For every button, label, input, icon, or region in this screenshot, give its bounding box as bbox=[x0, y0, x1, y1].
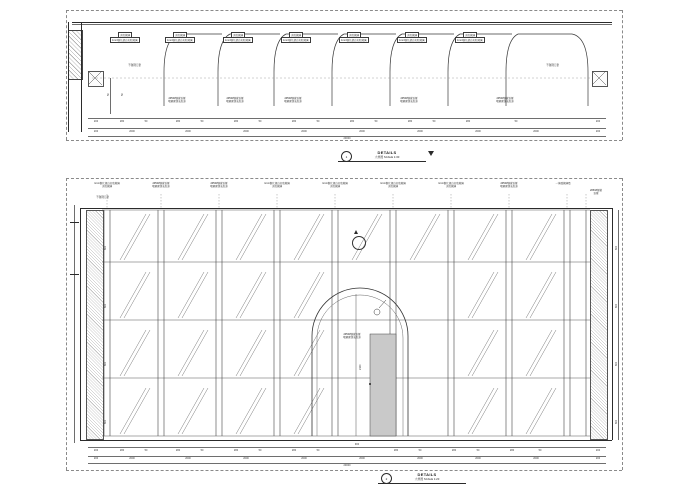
elev-note-4: 1mm钢化超白夹胶玻璃 夹胶玻璃 bbox=[322, 182, 348, 189]
elev-rvdim-1: 600 bbox=[615, 303, 618, 308]
plan-note-sub-0: 1mm钢化超白夹胶玻璃 bbox=[112, 38, 138, 42]
plan-frame-top bbox=[66, 10, 622, 11]
plan-dim-r1-15: 200 bbox=[595, 120, 601, 123]
plan-title: DETAILS bbox=[377, 150, 397, 155]
elev-rvdim-0: 600 bbox=[615, 245, 618, 250]
elev-dim-m-8: 2000 bbox=[533, 457, 539, 460]
elev-rvdim-2: 600 bbox=[615, 361, 618, 366]
plan-top-rail-2 bbox=[72, 24, 612, 25]
elev-dim-b-2: 50 bbox=[144, 449, 148, 452]
elev-right-line bbox=[612, 208, 613, 440]
plan-dim-r2-1: 2000 bbox=[129, 130, 135, 133]
plan-dim-r1-9: 280 bbox=[349, 120, 355, 123]
elev-dim-b-4: 50 bbox=[200, 449, 204, 452]
plan-note-sub-2: 1mm钢化超白夹胶玻璃 bbox=[225, 38, 251, 42]
elev-dim-m-1: 2000 bbox=[129, 457, 135, 460]
plan-note-sub-6: 1mm钢化超白夹胶玻璃 bbox=[457, 38, 483, 42]
plan-dim-r2-4: 2000 bbox=[301, 130, 307, 133]
elev-dim-b-1: 280 bbox=[119, 449, 125, 452]
elev-dim-m-0: 200 bbox=[93, 457, 99, 460]
elev-leaders bbox=[80, 186, 612, 216]
elev-orientation-circle bbox=[352, 236, 366, 250]
elev-grid bbox=[80, 208, 612, 440]
elev-right-dimline bbox=[618, 210, 619, 440]
elev-door-note: 2#50#钢管竖框 喷氟碳深灰色漆 bbox=[343, 333, 361, 340]
elev-dim-m-7: 2000 bbox=[475, 457, 481, 460]
plan-frame-note-2: 2#50#钢管竖框 喷氟碳深灰色漆 bbox=[284, 97, 302, 104]
elev-dim-b-14: 50 bbox=[538, 449, 542, 452]
elev-left-tick-1 bbox=[70, 222, 79, 223]
elev-dimline-2 bbox=[88, 456, 606, 457]
plan-note-sub-3: 1mm钢化超白夹胶玻璃 bbox=[283, 38, 309, 42]
plan-dim-r1-14: 50 bbox=[514, 120, 518, 123]
elev-dim-m-6: 2000 bbox=[417, 457, 423, 460]
elev-rvdim-3: 600 bbox=[615, 419, 618, 424]
elev-note-8: 一体面玻璃墙 bbox=[555, 182, 571, 185]
elev-dimline-1 bbox=[88, 447, 606, 448]
plan-dim-r1-13: 280 bbox=[465, 120, 471, 123]
elev-dim-m-2: 2000 bbox=[185, 457, 191, 460]
elev-scale-label: 大样图 SCALE 1:20 bbox=[414, 477, 440, 481]
elev-note-7: 2#50#钢管竖框 喷氟碳深灰色漆 bbox=[500, 182, 518, 189]
elev-dim-b-3: 280 bbox=[175, 449, 181, 452]
plan-frame-note-3: 2#50#钢管竖框 喷氟碳深灰色漆 bbox=[400, 97, 418, 104]
plan-top-rail bbox=[72, 22, 612, 23]
elev-frame-top bbox=[66, 178, 622, 179]
elev-dim-m-3: 2000 bbox=[243, 457, 249, 460]
elev-dim-b-0: 200 bbox=[93, 449, 99, 452]
elev-bottom-line bbox=[80, 440, 612, 441]
plan-dim-r1-1: 280 bbox=[119, 120, 125, 123]
plan-vdim-1: 50 bbox=[121, 93, 124, 96]
elev-dim-b-9: 280 bbox=[393, 449, 399, 452]
elev-note-2: 2#50#钢管竖框 喷氟碳深灰色漆 bbox=[210, 182, 228, 189]
plan-note-label-1: 夹胶玻璃 bbox=[175, 33, 186, 37]
elev-note-3: 1mm钢化超白夹胶玻璃 夹胶玻璃 bbox=[264, 182, 290, 189]
plan-frame-bottom bbox=[66, 140, 622, 141]
plan-frame-note-0 bbox=[168, 97, 186, 103]
elev-door-dim-width: 900 bbox=[354, 443, 360, 446]
elev-dim-b-15: 200 bbox=[595, 449, 601, 452]
elev-lvdim-3: 600 bbox=[104, 419, 107, 424]
elev-frame-bottom bbox=[66, 470, 622, 471]
plan-note-sub-4: 1mm钢化超白夹胶玻璃 bbox=[341, 38, 367, 42]
plan-dim-r2-2: 2000 bbox=[185, 130, 191, 133]
elev-orientation-arrow-icon bbox=[354, 230, 358, 234]
elev-frame-left bbox=[66, 178, 67, 470]
elev-left-ref-line bbox=[74, 205, 75, 443]
elev-dim-b-5: 280 bbox=[233, 449, 239, 452]
elev-left-tick-2 bbox=[70, 274, 79, 275]
elev-dim-total: 20000 bbox=[343, 464, 351, 467]
elev-dim-m-5: 2000 bbox=[359, 457, 365, 460]
plan-dim-r2-3: 2000 bbox=[243, 130, 249, 133]
plan-dim-r1-5: 280 bbox=[233, 120, 239, 123]
elev-frame-right bbox=[622, 178, 623, 470]
plan-note-label-2: 夹胶玻璃 bbox=[233, 33, 244, 37]
elev-door-dim-height: 2100 bbox=[359, 364, 362, 370]
plan-title-block bbox=[352, 150, 422, 159]
plan-right-note: 不锈钢门套 bbox=[546, 64, 559, 67]
plan-dim-total: 20000 bbox=[343, 137, 351, 140]
elev-dim-b-6: 50 bbox=[258, 449, 262, 452]
plan-dim-r2-6: 2000 bbox=[417, 130, 423, 133]
elev-dim-m-9: 200 bbox=[595, 457, 601, 460]
elev-title: DETAILS bbox=[417, 472, 437, 477]
plan-dim-r2-8: 2000 bbox=[533, 130, 539, 133]
plan-note-label-6: 夹胶玻璃 bbox=[465, 33, 476, 37]
plan-left-note: 不锈钢门套 bbox=[128, 64, 141, 67]
plan-direction-arrow-icon bbox=[428, 151, 434, 156]
plan-dim-r1-12: 50 bbox=[432, 120, 436, 123]
elev-lvdim-1: 600 bbox=[104, 303, 107, 308]
elev-note-9: 2#50#钢管 竖框 bbox=[590, 189, 602, 196]
elev-note-5: 1mm钢化超白夹胶玻璃 夹胶玻璃 bbox=[380, 182, 406, 189]
plan-dim-r2-0: 200 bbox=[93, 130, 99, 133]
plan-note-label-0: 夹胶玻璃 bbox=[120, 33, 131, 37]
plan-dim-r1-7: 280 bbox=[291, 120, 297, 123]
plan-bubble-number: 1 bbox=[341, 151, 352, 162]
plan-note-label-4: 夹胶玻璃 bbox=[349, 33, 360, 37]
elev-left-note: 不锈钢门套 bbox=[96, 196, 109, 199]
plan-dim-r1-10: 50 bbox=[374, 120, 378, 123]
plan-title-underline bbox=[338, 161, 426, 162]
plan-note-label-3: 夹胶玻璃 bbox=[291, 33, 302, 37]
plan-frame-note-line1: 2#50#钢管竖框 bbox=[168, 97, 186, 100]
elev-note-0: 1mm钢化超白夹胶玻璃 夹胶玻璃 bbox=[94, 182, 120, 189]
plan-dim-r2-7: 2000 bbox=[475, 130, 481, 133]
elev-note-6: 1mm钢化超白夹胶玻璃 夹胶玻璃 bbox=[438, 182, 464, 189]
plan-frame-note-4: 2#50#钢管竖框 喷氟碳深灰色漆 bbox=[496, 97, 514, 104]
plan-dim-r1-4: 50 bbox=[200, 120, 204, 123]
plan-dimline-1 bbox=[88, 118, 606, 119]
elev-dim-b-10: 50 bbox=[418, 449, 422, 452]
elev-dim-b-7: 280 bbox=[291, 449, 297, 452]
plan-dim-r1-0: 200 bbox=[93, 120, 99, 123]
plan-dim-r1-6: 50 bbox=[258, 120, 262, 123]
plan-dim-r1-8: 50 bbox=[316, 120, 320, 123]
elev-title-block bbox=[392, 472, 462, 481]
elev-lvdim-0: 600 bbox=[104, 245, 107, 250]
elev-dim-b-8: 50 bbox=[316, 449, 320, 452]
plan-dim-r2-9: 200 bbox=[595, 130, 601, 133]
plan-scale-label: 大样图 SCALE 1:30 bbox=[374, 155, 400, 159]
plan-note-sub-1: 1mm钢化超白夹胶玻璃 bbox=[167, 38, 193, 42]
plan-left-edge bbox=[68, 22, 69, 132]
plan-dim-r1-11: 280 bbox=[407, 120, 413, 123]
elev-bubble-number: 2 bbox=[381, 473, 392, 484]
plan-frame-note-line2: 喷氟碳深灰色漆 bbox=[168, 100, 186, 104]
elev-dim-b-13: 280 bbox=[509, 449, 515, 452]
plan-frame-left bbox=[66, 10, 67, 140]
elev-dim-b-11: 280 bbox=[451, 449, 457, 452]
elev-title-underline bbox=[378, 483, 466, 484]
plan-dimline-2 bbox=[88, 128, 606, 129]
plan-vdim-0: 50 bbox=[107, 93, 110, 96]
plan-frame-right bbox=[622, 10, 623, 140]
elev-dim-m-4: 2000 bbox=[301, 457, 307, 460]
elev-dim-b-12: 50 bbox=[476, 449, 480, 452]
plan-dim-r1-3: 280 bbox=[175, 120, 181, 123]
plan-dim-r1-2: 50 bbox=[144, 120, 148, 123]
plan-dim-r2-5: 2000 bbox=[359, 130, 365, 133]
plan-vdim-line bbox=[110, 78, 111, 114]
plan-note-label-5: 夹胶玻璃 bbox=[407, 33, 418, 37]
elev-lvdim-2: 600 bbox=[104, 361, 107, 366]
plan-note-sub-5: 1mm钢化超白夹胶玻璃 bbox=[399, 38, 425, 42]
plan-frame-note-1: 2#50#钢管竖框 喷氟碳深灰色漆 bbox=[226, 97, 244, 104]
elev-note-1: 2#50#钢管竖框 喷氟碳深灰色漆 bbox=[152, 182, 170, 189]
